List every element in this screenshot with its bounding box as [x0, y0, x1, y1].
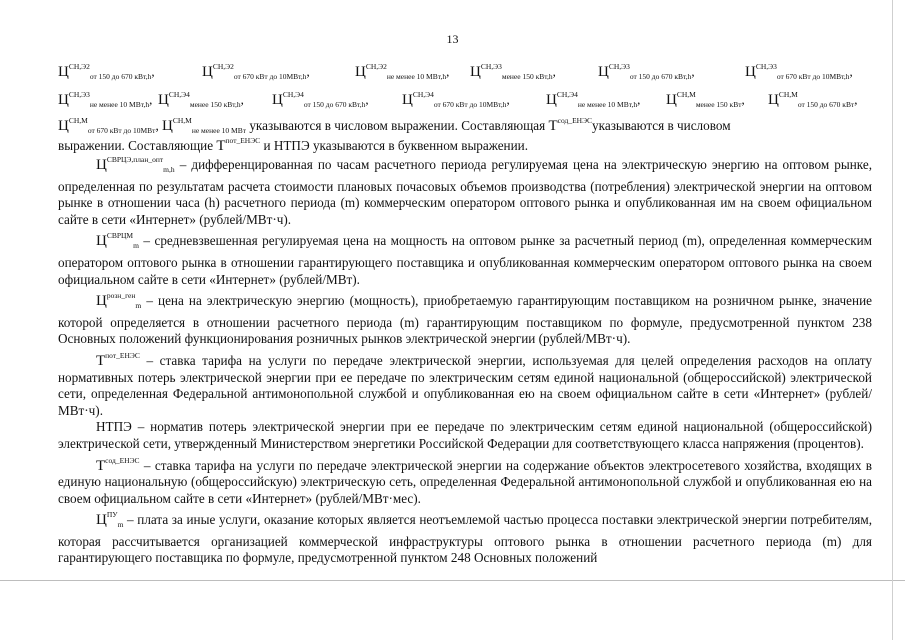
component-symbol: $Ц^{СН,Э3}_{от 150 до 670 кВт,h}$,	[598, 62, 695, 81]
definition-symbol: НТПЭ	[96, 419, 132, 435]
page-number: 13	[446, 32, 459, 46]
component-symbol: $Ц^{СН,Э3}_{не менее 10 МВт,h}$,	[58, 90, 153, 109]
definition-symbol: $T^{сод\_ЕНЭС}$	[96, 455, 140, 474]
definition-symbol: $Ц^{розн\_ген}_m$	[96, 291, 142, 311]
component-symbol: $Ц^{СН,М}_{от 150 до 670 кВт}$,	[768, 90, 858, 109]
definition-paragraph: $Ц^{ПУ}_m$ – плата за иные услуги, оказание которых является неотъемлемой частью процесса поставки электрической энергии потребителям, которая рассчитывается организацией коммерческой инфраструктуры оптового рынка в отношении расчетного периода (m) для гарантирующего поставщика по формуле, предусмотренной пунктом 248 Основных положений	[58, 510, 872, 566]
definition-symbol: $Ц^{ПУ}_m$	[96, 510, 124, 530]
line3-text-b: указываются в числовом	[592, 118, 731, 133]
definitions-block	[58, 152, 872, 567]
page-bottom-divider	[0, 580, 905, 581]
page-right-edge	[892, 0, 893, 640]
component-symbol: $Ц^{СН,М}_{менее 150 кВт}$,	[666, 90, 745, 109]
definition-paragraph: $T^{пот\_ЕНЭС}$ – ставка тарифа на услуги по передаче электрической энергии, используемая для целей определения расходов на оплату нормативных потерь электрической энергии при ее передаче по электрическим сетям единой национальной (общероссийской) электрической сети, определенная Федеральной антимонопольной службой и опубликованная ею на своем официальном сайте в сети «Интернет» (рублей/МВт·ч).	[58, 350, 872, 418]
definition-symbol: $T^{пот\_ЕНЭС}$	[96, 350, 140, 369]
definition-paragraph: $Ц^{СВРЦМ}_m$ – средневзвешенная регулируемая цена на мощность на оптовом рынке за расчетный период (m), определенная коммерческим оператором оптового рынка в отношении гарантирующего поставщика и опубликованная коммерческим оператором оптового рынка на своем официальном сайте в сети «Интернет» (рублей/МВт).	[58, 231, 873, 287]
line3-text-a: указываются в числовом выражении. Составляющая	[249, 118, 546, 133]
definition-paragraph: $Ц^{СВРЦЭ,план\_опт}_{m,h}$ – дифференцированная по часам расчетного периода регулируемая цена на электрическую энергию на оптовом рынке, определенная по результатам расчета стоимости плановых почасовых объемов производства (потребления) электрической энергии на оптовом рынке в отношении часа (h) расчетного периода (m) коммерческим оператором оптового рынка и опубликованная им на своем официальном сайте в сети «Интернет» (рублей/МВт·ч).	[58, 155, 873, 227]
component-symbol: $Ц^{СН,Э3}_{менее 150 кВт,h}$,	[470, 62, 556, 81]
component-line-4: выражении. Составляющие $T^{пот\_ЕНЭС}$ и НТПЭ указываются в буквенном выражении.	[58, 136, 529, 154]
component-symbol: $Ц^{СН,Э4}_{не менее 10 МВт,h}$,	[546, 90, 641, 109]
component-line-3: $Ц^{СН,М}_{от 670 кВт до 10МВт}$, $Ц^{СН,М}_{не менее 10 МВт}$ указываются в числовом выражении. Составляющая $T^{сод\_ЕНЭС}указываются$ в числовом	[58, 116, 731, 135]
definition-paragraph: НТПЭ – норматив потерь электрической энергии при ее передаче по электрическим сетям единой национальной (общероссийской) электрической сети, утвержденный Министерством энергетики Российской Федерации для соответствующего класса напряжения (процентов).	[58, 419, 873, 451]
component-symbol: $Ц^{СН,Э2}_{от 150 до 670 кВт,h}$,	[58, 62, 155, 81]
component-symbol: $Ц^{СН,Э3}_{от 670 кВт до 10МВт,h}$,	[745, 62, 853, 81]
definition-paragraph: $Ц^{розн\_ген}_m$ – цена на электрическую энергию (мощность), приобретаемую гарантирующим поставщиком на розничном рынке, значение которой определяется в отношении расчетного периода (m) гарантирующим поставщиком по формуле, предусмотренной пунктом 238 Основных положений функционирования розничных рынков электрической энергии (рублей/МВт·ч).	[58, 291, 872, 347]
component-symbol: $Ц^{СН,Э4}_{от 150 до 670 кВт,h}$,	[272, 90, 369, 109]
component-symbol: $Ц^{СН,Э2}_{не менее 10 МВт,h}$,	[355, 62, 450, 81]
definition-symbol: $Ц^{СВРЦМ}_m$	[96, 231, 139, 251]
definition-symbol: $Ц^{СВРЦЭ,план\_опт}_{m,h}$	[96, 155, 175, 174]
definition-paragraph: $T^{сод\_ЕНЭС}$ – ставка тарифа на услуги по передаче электрической энергии на содержание объектов электросетевого хозяйства, входящих в единую национальную (общероссийскую) электрическую сеть, определенная Федеральной антимонопольной службой и опубликованная ею на своем официальном сайте в сети «Интернет» (рублей/МВт·мес).	[58, 455, 872, 506]
component-symbol: $Ц^{СН,Э2}_{от 670 кВт до 10МВт,h}$,	[202, 62, 310, 81]
component-symbol: $Ц^{СН,Э4}_{от 670 кВт до 10МВт,h}$,	[402, 90, 510, 109]
component-symbol: $Ц^{СН,Э4}_{менее 150 кВт,h}$,	[158, 90, 244, 109]
